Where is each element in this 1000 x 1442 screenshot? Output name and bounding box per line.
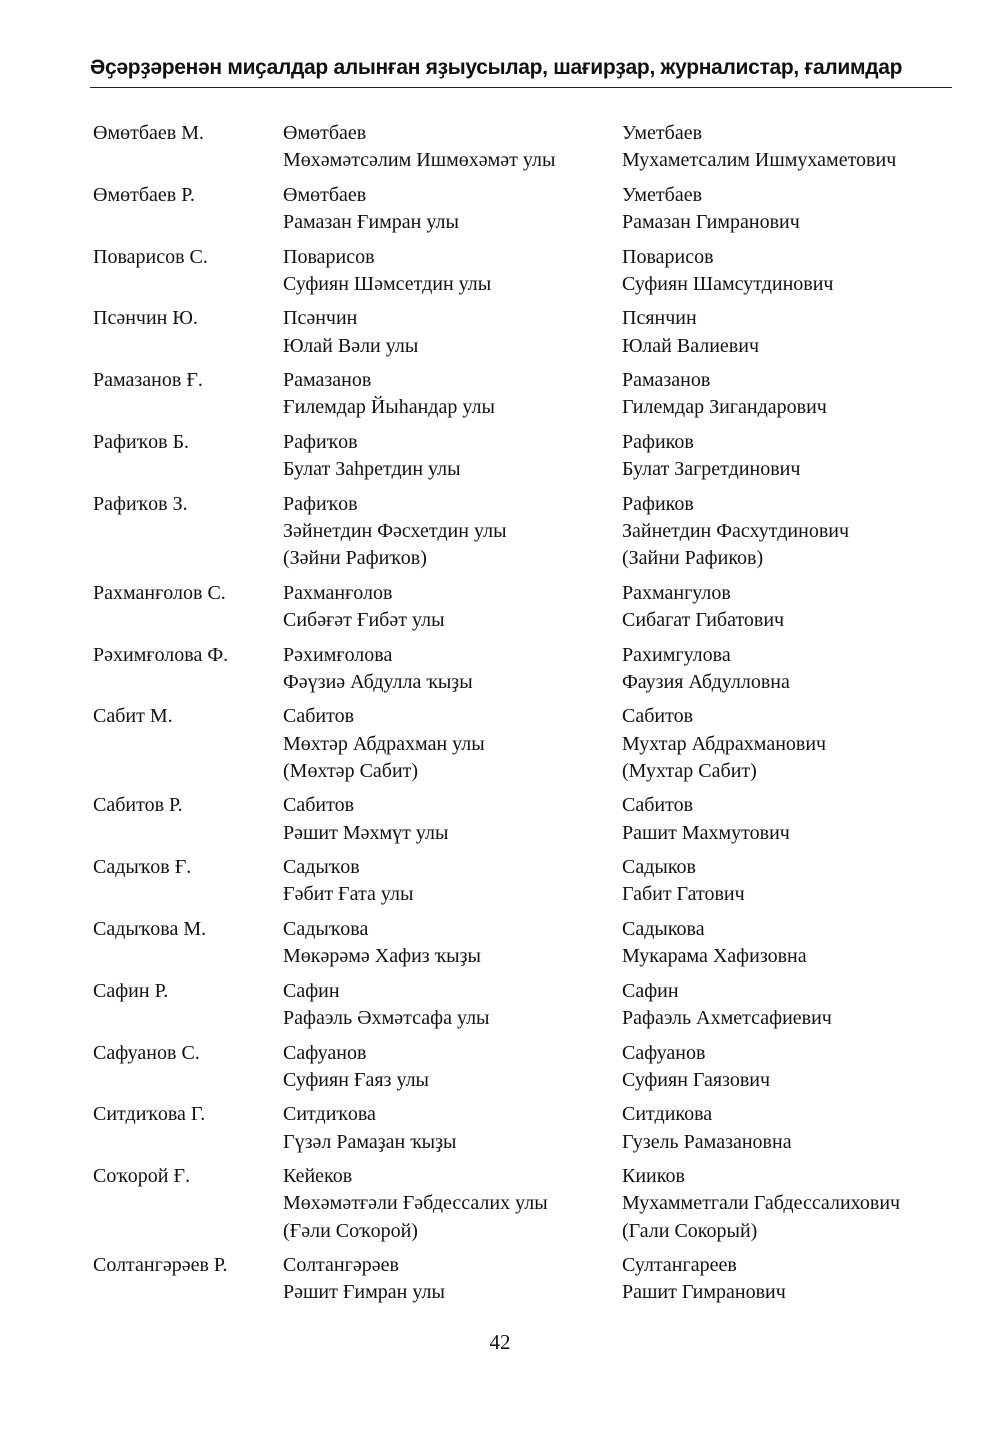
bashkir-full-name — [283, 244, 622, 299]
russian-full-name — [622, 1252, 952, 1307]
short-name: Рамазанов Ғ. — [93, 369, 203, 392]
table-row — [93, 367, 953, 422]
russian-name-line: Мухамметгали Габдессалихович — [622, 1192, 901, 1215]
bashkir-full-name — [283, 642, 622, 697]
russian-full-name — [622, 305, 952, 360]
table-row — [93, 1252, 953, 1307]
table-row — [93, 429, 953, 484]
bashkir-name-line: Рамазанов — [283, 369, 372, 392]
table-row — [93, 642, 953, 697]
russian-name-line: Ситдикова — [622, 1103, 713, 1126]
bashkir-full-name — [283, 120, 622, 175]
table-row — [93, 305, 953, 360]
table-row — [93, 120, 953, 175]
bashkir-full-name — [283, 580, 622, 635]
bashkir-name-line: Өмөтбаев — [283, 183, 367, 206]
short-name: Сабитов Р. — [93, 794, 183, 817]
russian-name-line: Рафиков — [622, 492, 694, 515]
russian-name-line: Рафиков — [622, 430, 694, 453]
bashkir-name-line: Рафиҡов — [283, 430, 358, 453]
russian-full-name — [622, 244, 952, 299]
header-rule — [90, 87, 952, 88]
russian-name-line: Псянчин — [622, 307, 697, 330]
table-row — [93, 1040, 953, 1095]
russian-name-line: Зайнетдин Фасхутдинович — [622, 519, 850, 542]
bashkir-name-line: Фәүзиә Абдулла ҡыҙы — [283, 670, 473, 693]
table-row — [93, 491, 953, 573]
page-number: 42 — [489, 1330, 511, 1354]
bashkir-full-name — [283, 1040, 622, 1095]
russian-name-line: Султангареев — [622, 1254, 737, 1277]
russian-name-line: Поварисов — [622, 245, 714, 268]
short-name: Ситдиҡова Г. — [93, 1103, 206, 1126]
russian-name-line: Садыкова — [622, 917, 705, 940]
name-index-table — [93, 120, 953, 1314]
bashkir-name-line: Сабитов — [283, 794, 355, 817]
bashkir-name-line: Садыҡов — [283, 856, 360, 879]
russian-name-line: Рамазанов — [622, 369, 711, 392]
table-row — [93, 182, 953, 237]
table-row — [93, 580, 953, 635]
bashkir-name-line: Ғилемдар Йыһандар улы — [283, 396, 495, 419]
bashkir-name-line: Рәшит Мәхмүт улы — [283, 821, 449, 844]
russian-name-line: Булат Загретдинович — [622, 458, 801, 481]
bashkir-name-line: Суфиян Ғаяз улы — [283, 1068, 429, 1091]
russian-full-name — [622, 120, 952, 175]
short-name: Өмөтбаев Р. — [93, 183, 195, 206]
russian-name-line: Сибагат Гибатович — [622, 609, 785, 632]
short-name: Рәхимғолова Ф. — [93, 643, 229, 666]
table-row — [93, 1101, 953, 1156]
bashkir-name-line: (Мөхтәр Сабит) — [283, 759, 419, 782]
table-row — [93, 792, 953, 847]
table-row — [93, 916, 953, 971]
short-name: Рафиҡов З. — [93, 492, 188, 515]
russian-name-line: Садыков — [622, 856, 696, 879]
bashkir-full-name — [283, 1101, 622, 1156]
short-name: Псәнчин Ю. — [93, 307, 198, 330]
table-row — [93, 854, 953, 909]
short-name: Сабит М. — [93, 705, 173, 728]
russian-name-line: Мукарама Хафизовна — [622, 945, 807, 968]
russian-full-name — [622, 367, 952, 422]
russian-full-name — [622, 642, 952, 697]
bashkir-full-name — [283, 182, 622, 237]
russian-full-name — [622, 703, 952, 785]
russian-name-line: (Гали Сокорый) — [622, 1219, 758, 1242]
russian-full-name — [622, 580, 952, 635]
bashkir-name-line: Кейеков — [283, 1165, 353, 1188]
russian-full-name — [622, 854, 952, 909]
russian-full-name — [622, 429, 952, 484]
table-row — [93, 244, 953, 299]
short-name: Сафин Р. — [93, 979, 169, 1002]
bashkir-name-line: Рәшит Ғимран улы — [283, 1281, 445, 1304]
bashkir-name-line: Поварисов — [283, 245, 375, 268]
russian-name-line: Юлай Валиевич — [622, 334, 760, 357]
russian-name-line: Сафуанов — [622, 1041, 706, 1064]
bashkir-name-line: Ситдиҡова — [283, 1103, 376, 1126]
short-name: Поварисов С. — [93, 245, 208, 268]
russian-full-name — [622, 978, 952, 1033]
short-name: Солтангәрәев Р. — [93, 1254, 228, 1277]
table-row — [93, 1163, 953, 1245]
bashkir-full-name — [283, 854, 622, 909]
bashkir-full-name — [283, 367, 622, 422]
russian-name-line: Гилемдар Зигандарович — [622, 396, 827, 419]
short-name: Соҡорой Ғ. — [93, 1165, 191, 1188]
bashkir-name-line: Мөхәмәтсәлим Ишмөхәмәт улы — [283, 149, 556, 172]
short-name: Рахманғолов С. — [93, 581, 226, 604]
bashkir-name-line: Садыҡова — [283, 917, 369, 940]
russian-full-name — [622, 792, 952, 847]
bashkir-name-line: Мөхәмәтғәли Ғәбдессалих улы — [283, 1192, 548, 1215]
bashkir-name-line: Зәйнетдин Фәсхетдин улы — [283, 519, 507, 542]
bashkir-full-name — [283, 491, 622, 573]
short-name: Рафиҡов Б. — [93, 430, 190, 453]
russian-full-name — [622, 182, 952, 237]
russian-name-line: (Зайни Рафиков) — [622, 547, 764, 570]
russian-name-line: Уметбаев — [622, 122, 703, 144]
bashkir-full-name — [283, 703, 622, 785]
russian-name-line: Гузель Рамазановна — [622, 1130, 792, 1153]
russian-name-line: Рахмангулов — [622, 581, 731, 604]
russian-name-line: Уметбаев — [622, 183, 703, 206]
short-name: Садыҡов Ғ. — [93, 856, 192, 879]
bashkir-name-line: Булат Заһретдин улы — [283, 458, 461, 481]
russian-name-line: Рафаэль Ахметсафиевич — [622, 1007, 832, 1030]
russian-name-line: Суфиян Шамсутдинович — [622, 272, 834, 295]
bashkir-name-line: Мөкәрәмә Хафиз ҡыҙы — [283, 945, 481, 968]
short-name: Сафуанов С. — [93, 1041, 200, 1064]
russian-full-name — [622, 916, 952, 971]
short-name: Өмөтбаев М. — [93, 122, 204, 144]
russian-name-line: Мухтар Абдрахманович — [622, 732, 827, 755]
bashkir-name-line: Сибәғәт Ғибәт улы — [283, 609, 445, 632]
russian-name-line: Мухаметсалим Ишмухаметович — [622, 149, 897, 172]
bashkir-full-name — [283, 1163, 622, 1245]
bashkir-name-line: Рәхимғолова — [283, 643, 393, 666]
russian-name-line: Суфиян Гаязович — [622, 1068, 771, 1091]
bashkir-name-line: Псәнчин — [283, 307, 358, 330]
bashkir-full-name — [283, 916, 622, 971]
russian-full-name — [622, 491, 952, 573]
bashkir-name-line: Рахманғолов — [283, 581, 393, 604]
bashkir-name-line: (Зәйни Рафиҡов) — [283, 547, 427, 570]
short-name: Садыҡова М. — [93, 917, 207, 940]
russian-name-line: Рашит Гимранович — [622, 1281, 786, 1304]
bashkir-name-line: Сафуанов — [283, 1041, 367, 1064]
russian-name-line: (Мухтар Сабит) — [622, 759, 757, 782]
bashkir-full-name — [283, 305, 622, 360]
russian-name-line: Сафин — [622, 979, 679, 1002]
bashkir-name-line: Суфиян Шәмсетдин улы — [283, 272, 492, 295]
russian-name-line: Сабитов — [622, 705, 694, 728]
russian-name-line: Рашит Махмутович — [622, 821, 790, 844]
russian-name-line: Рамазан Гимранович — [622, 211, 800, 234]
russian-full-name — [622, 1040, 952, 1095]
bashkir-full-name — [283, 792, 622, 847]
bashkir-name-line: Гүзәл Рамаҙан ҡыҙы — [283, 1130, 457, 1153]
running-header: Әҫәрҙәренән миҫалдар алынған яҙыусылар, шағирҙар, журналистар, ғалимдар — [90, 56, 903, 79]
bashkir-full-name — [283, 978, 622, 1033]
table-row — [93, 978, 953, 1033]
bashkir-name-line: Өмөтбаев — [283, 122, 367, 144]
bashkir-name-line: Ғәбит Ғата улы — [283, 883, 414, 906]
bashkir-name-line: Сафин — [283, 979, 340, 1002]
russian-name-line: Кииков — [622, 1165, 685, 1188]
bashkir-name-line: Рафиҡов — [283, 492, 358, 515]
russian-name-line: Сабитов — [622, 794, 694, 817]
bashkir-name-line: (Ғәли Соҡорой) — [283, 1219, 418, 1242]
bashkir-full-name — [283, 429, 622, 484]
bashkir-name-line: Юлай Вәли улы — [283, 334, 419, 357]
bashkir-name-line: Солтангәрәев — [283, 1254, 399, 1277]
bashkir-name-line: Мөхтәр Абдрахман улы — [283, 732, 485, 755]
russian-name-line: Рахимгулова — [622, 643, 731, 666]
bashkir-name-line: Рамазан Ғимран улы — [283, 211, 459, 234]
bashkir-name-line: Рафаэль Әхмәтсафа улы — [283, 1007, 490, 1030]
russian-full-name — [622, 1101, 952, 1156]
table-row — [93, 703, 953, 785]
bashkir-name-line: Сабитов — [283, 705, 355, 728]
russian-full-name — [622, 1163, 952, 1245]
russian-name-line: Фаузия Абдулловна — [622, 670, 790, 693]
bashkir-full-name — [283, 1252, 622, 1307]
russian-name-line: Габит Гатович — [622, 883, 745, 906]
